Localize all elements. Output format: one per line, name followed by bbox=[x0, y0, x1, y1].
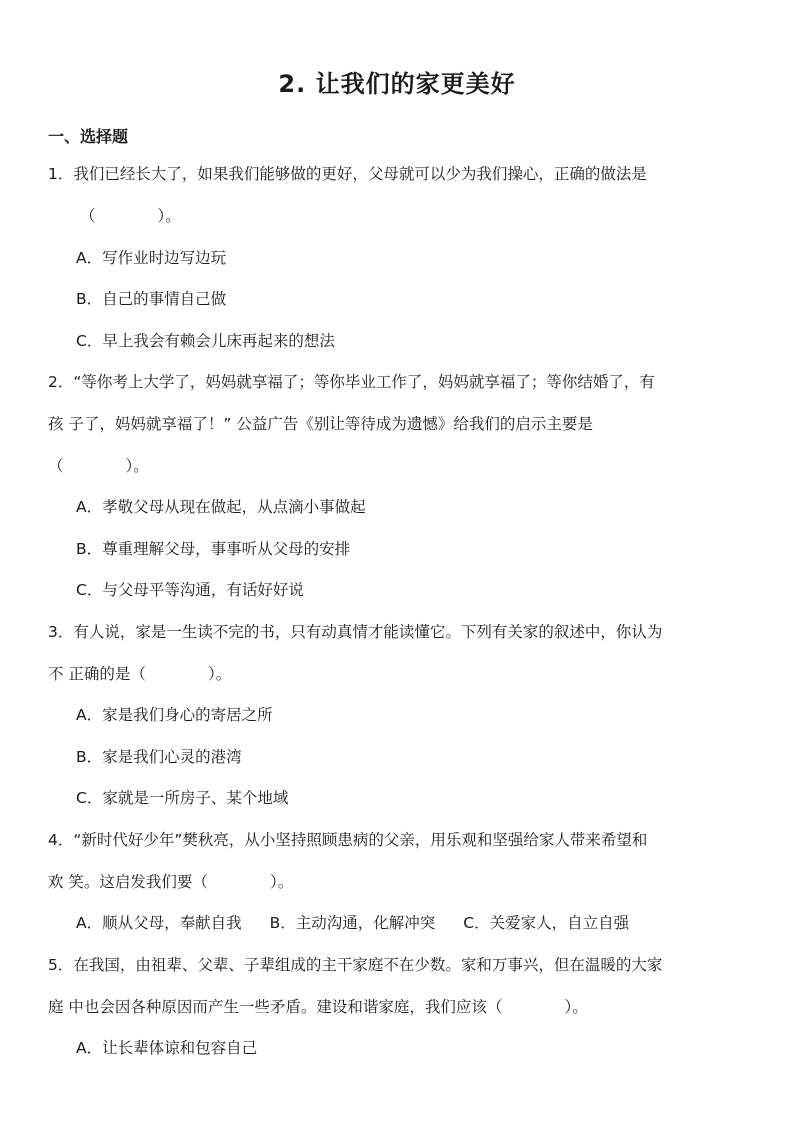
question-2-option-a: A．孝敬父母从现在做起，从点滴小事做起 bbox=[76, 498, 366, 516]
question-2-stem-line-2: 孩 子了，妈妈就享福了！” 公益广告《别让等待成为遗憾》给我们的启示主要是 bbox=[48, 415, 593, 433]
question-5-stem-line-1: 5．在我国，由祖辈、父辈、子辈组成的主干家庭不在少数。家和万事兴，但在温暖的大家 bbox=[48, 956, 663, 974]
question-1-stem: 1．我们已经长大了，如果我们能够做的更好，父母就可以少为我们操心，正确的做法是 bbox=[48, 165, 647, 183]
question-1-option-c: C．早上我会有赖会儿床再起来的想法 bbox=[76, 332, 335, 350]
question-3-stem-line-2 bbox=[48, 664, 231, 684]
question-5-stem-line-2 bbox=[48, 997, 588, 1017]
question-3-option-c: C．家就是一所房子、某个地域 bbox=[76, 789, 289, 807]
paren-close: ）。 bbox=[564, 998, 588, 1016]
question-1-option-a: A．写作业时边写边玩 bbox=[76, 249, 227, 267]
question-3-option-b: B．家是我们心灵的港湾 bbox=[76, 748, 242, 766]
question-2-option-b: B．尊重理解父母，事事听从父母的安排 bbox=[76, 540, 351, 558]
page-title: 2. 让我们的家更美好 bbox=[278, 70, 516, 98]
question-2-stem-line-1: 2．“等你考上大学了，妈妈就享福了；等你毕业工作了，妈妈就享福了；等你结婚了，有 bbox=[48, 373, 655, 391]
question-3-option-a: A．家是我们身心的寄居之所 bbox=[76, 706, 273, 724]
question-1-answer-blank bbox=[80, 206, 181, 226]
question-3-stem-line-1: 3．有人说，家是一生读不完的书，只有动真情才能读懂它。下列有关家的叙述中，你认为 bbox=[48, 623, 663, 641]
question-2-option-c: C．与父母平等沟通，有话好好说 bbox=[76, 581, 304, 599]
question-4-option-a: A．顺从父母，奉献自我 bbox=[76, 914, 242, 932]
question-2-answer-blank bbox=[48, 456, 149, 476]
question-5-option-a: A．让长辈体谅和包容自己 bbox=[76, 1039, 258, 1057]
stem-text: 庭 中也会因各种原因而产生一些矛盾。建设和谐家庭，我们应该（ bbox=[48, 998, 503, 1016]
question-4-options bbox=[76, 913, 629, 933]
question-4-stem-line-2 bbox=[48, 872, 293, 892]
paren-close: ）。 bbox=[125, 457, 149, 475]
paren-close: ）。 bbox=[157, 207, 181, 225]
question-4-stem-line-1: 4．“新时代好少年”樊秋亮，从小坚持照顾患病的父亲，用乐观和坚强给家人带来希望和 bbox=[48, 831, 648, 849]
section-heading: 一、选择题 bbox=[48, 127, 129, 146]
stem-text: 欢 笑。这启发我们要（ bbox=[48, 873, 208, 891]
paren-open: （ bbox=[80, 207, 96, 225]
question-4-option-b: B．主动沟通，化解冲突 bbox=[269, 914, 436, 932]
paren-open: （ bbox=[48, 457, 64, 475]
paren-close: ）。 bbox=[269, 873, 294, 891]
question-1-option-b: B．自己的事情自己做 bbox=[76, 290, 227, 308]
question-4-option-c: C．关爱家人，自立自强 bbox=[463, 914, 630, 932]
paren-close: ）。 bbox=[207, 665, 232, 683]
stem-text: 不 正确的是（ bbox=[48, 665, 146, 683]
